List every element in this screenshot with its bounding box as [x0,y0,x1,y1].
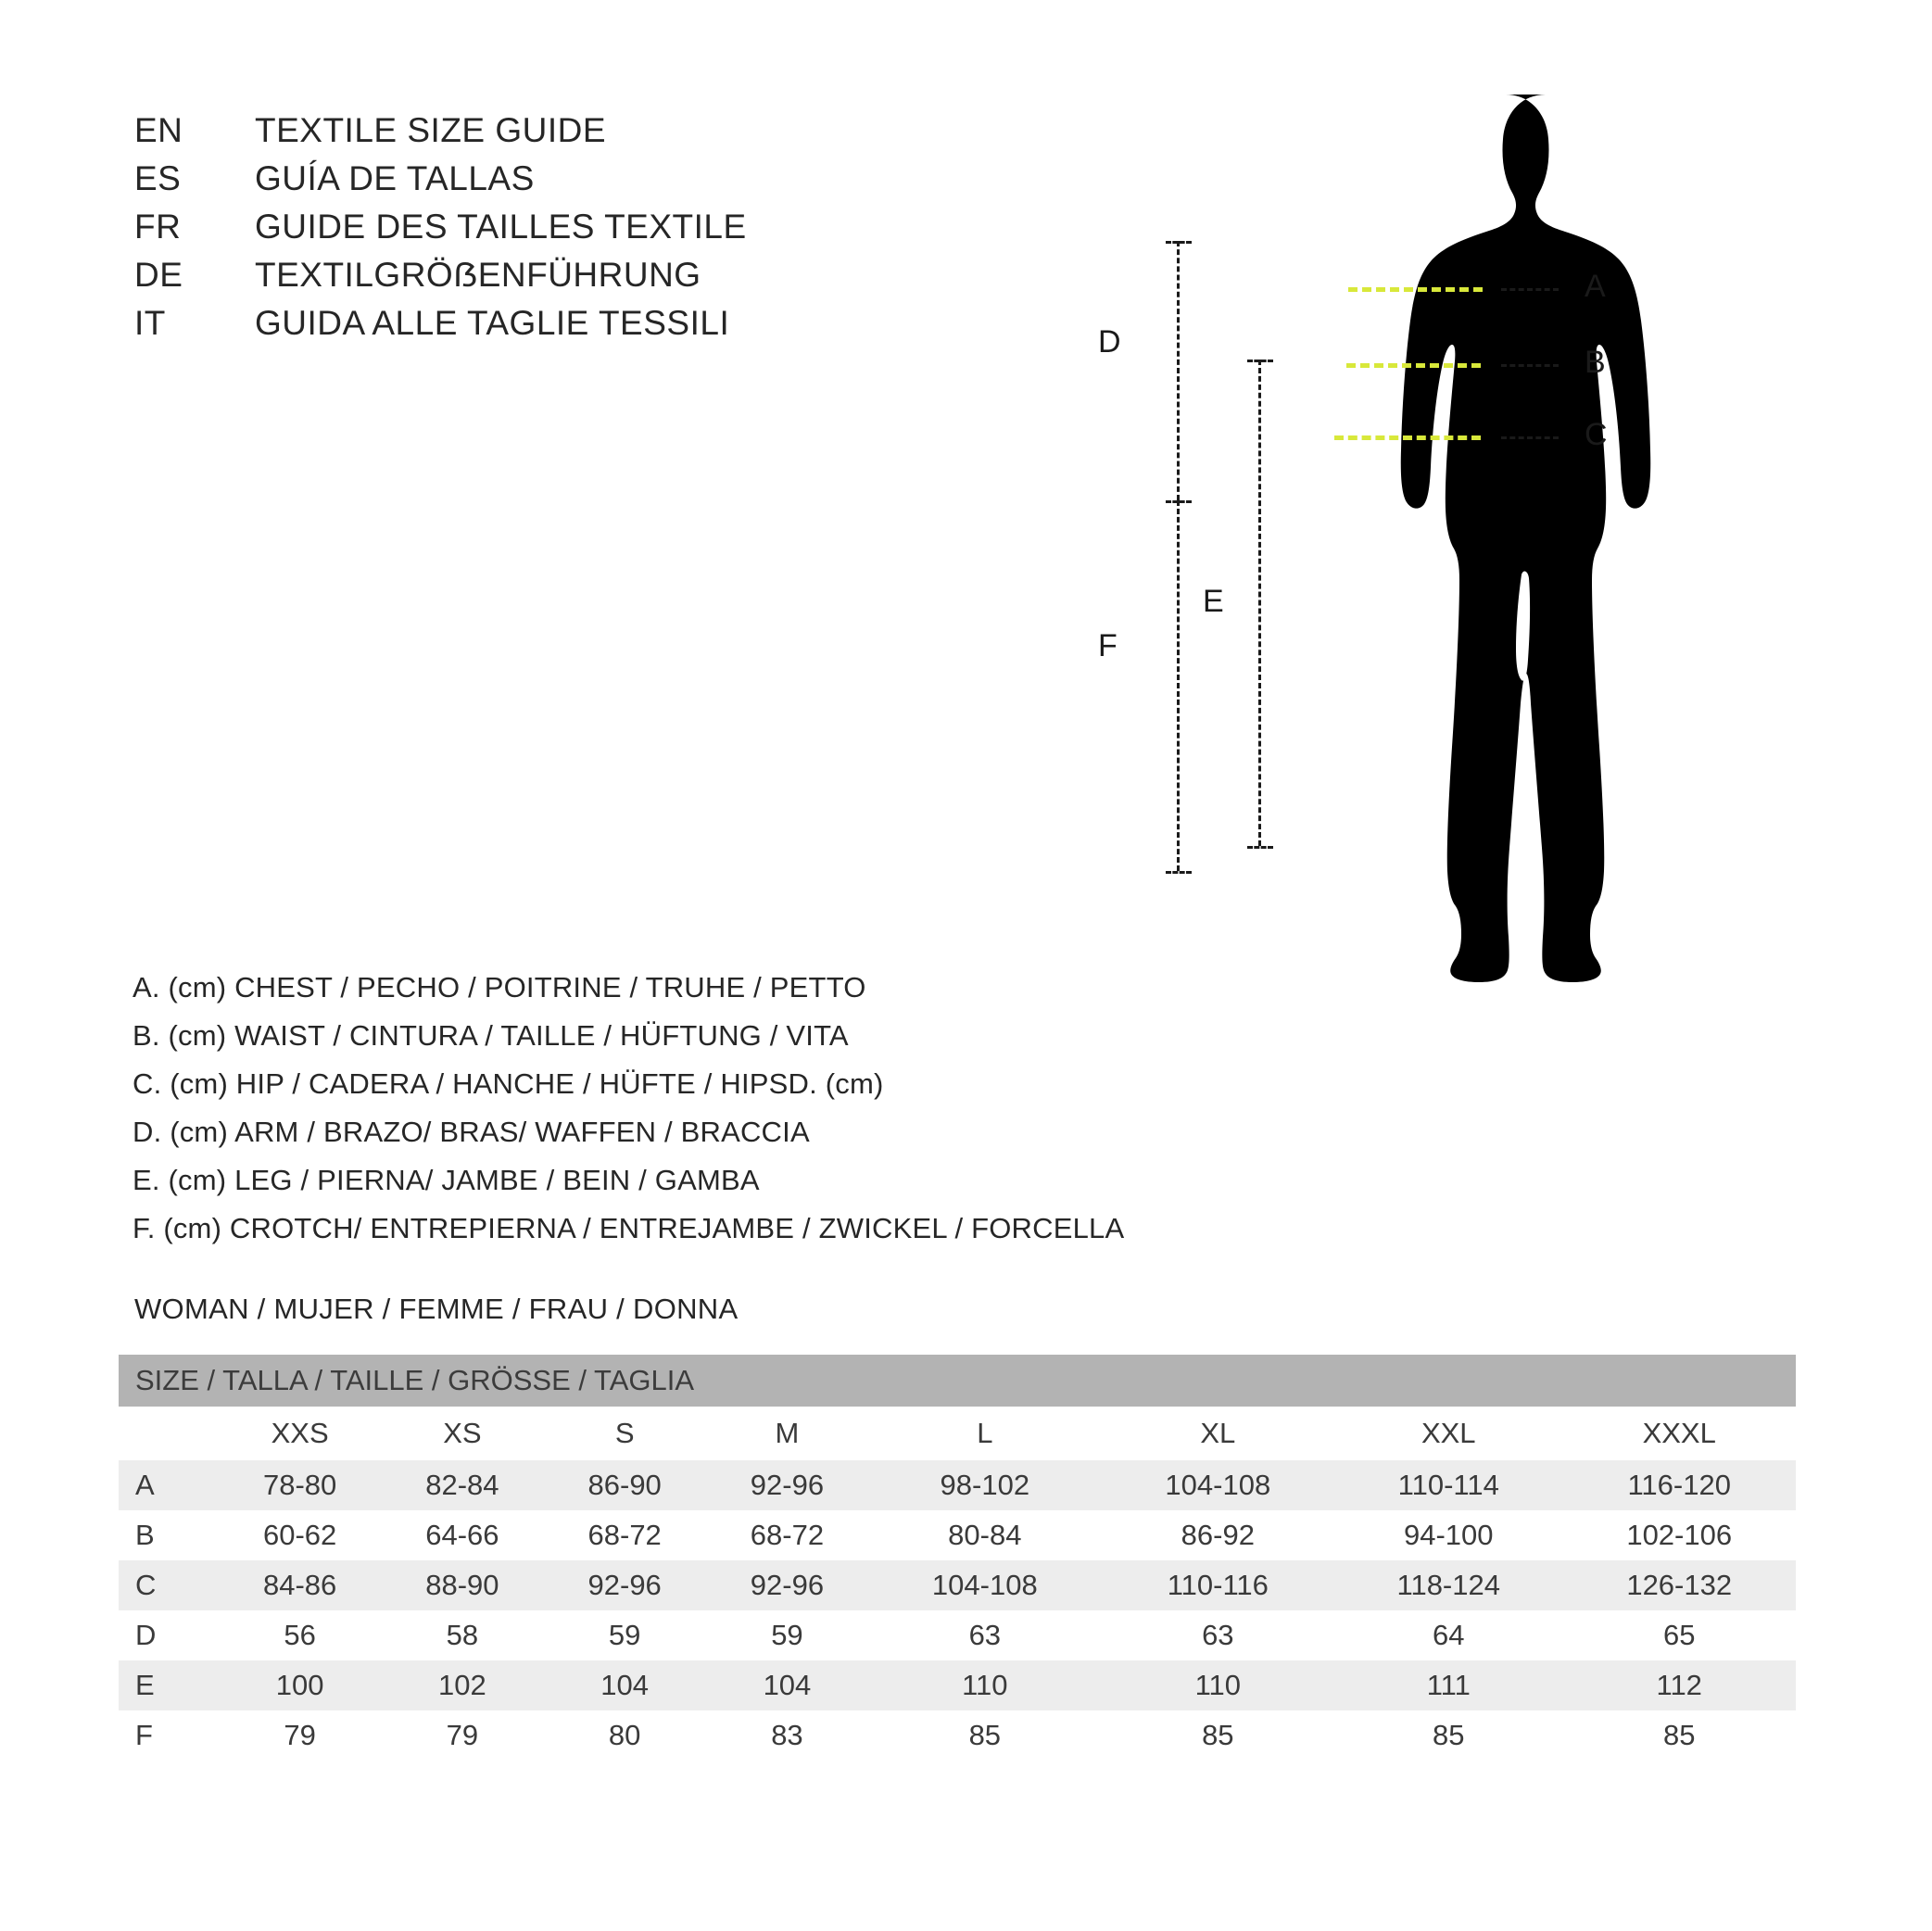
arm-bracket-line [1177,241,1180,500]
table-cell: 56 [219,1610,381,1660]
table-cell: 102-106 [1562,1510,1796,1560]
table-cell: 110 [1102,1660,1335,1710]
measurement-legend [133,964,1226,1253]
table-cell: 59 [706,1610,868,1660]
arm-bracket-top-cap [1166,241,1192,244]
table-cell: 94-100 [1334,1510,1562,1560]
table-row [119,1560,1796,1610]
table-cell: 126-132 [1562,1560,1796,1610]
table-cell: 78-80 [219,1460,381,1510]
table-cell: 80 [544,1710,706,1761]
waist-marker-label: B [1585,345,1606,380]
table-cell: 92-96 [544,1560,706,1610]
language-title: GUÍA DE TALLAS [255,159,535,197]
table-cell: 86-90 [544,1460,706,1510]
column-header-xl: XL [1102,1407,1335,1460]
table-cell: 110-116 [1102,1560,1335,1610]
table-cell: 63 [1102,1610,1335,1660]
table-cell: 59 [544,1610,706,1660]
woman-silhouette-icon [1353,83,1742,1195]
legend-item-b: B. (cm) WAIST / CINTURA / TAILLE / HÜFTUNG / VITA [133,1019,849,1052]
language-title: GUIDA ALLE TAGLIE TESSILI [255,304,730,342]
waist-measure-line [1346,363,1481,368]
column-header-l: L [868,1407,1102,1460]
table-cell: 58 [381,1610,543,1660]
table-cell: 92-96 [706,1560,868,1610]
crotch-marker-label: F [1098,628,1118,663]
table-cell: 104-108 [868,1560,1102,1610]
table-cell: 68-72 [544,1510,706,1560]
table-cell: 63 [868,1610,1102,1660]
legend-item-d: D. (cm) ARM / BRAZO/ BRAS/ WAFFEN / BRACCIA [133,1116,810,1148]
chest-marker-label: A [1585,269,1606,304]
table-cell: 110-114 [1334,1460,1562,1510]
table-cell: 64 [1334,1610,1562,1660]
table-cell: 79 [381,1710,543,1761]
row-label: B [119,1510,219,1560]
table-row [119,1660,1796,1710]
table-title-row [119,1355,1796,1407]
legend-item-f: F. (cm) CROTCH/ ENTREPIERNA / ENTREJAMBE / ZWICKEL / FORCELLA [133,1212,1125,1244]
table-row [119,1460,1796,1510]
leg-bracket-top-cap [1247,360,1273,362]
chest-leader-line [1501,288,1559,291]
row-label: F [119,1710,219,1761]
table-cell: 85 [1102,1710,1335,1761]
table-cell: 100 [219,1660,381,1710]
crotch-bracket-line [1177,500,1180,871]
row-label: A [119,1460,219,1510]
leg-bracket-line [1258,360,1261,846]
table-row [119,1510,1796,1560]
table-corner-cell [119,1407,219,1460]
legend-item-e: E. (cm) LEG / PIERNA/ JAMBE / BEIN / GAMBA [133,1164,760,1196]
table-cell: 85 [1334,1710,1562,1761]
language-code: FR [134,208,182,246]
legend-item-c: C. (cm) HIP / CADERA / HANCHE / HÜFTE / HIPSD. (cm) [133,1067,884,1100]
row-label: D [119,1610,219,1660]
column-header-m: M [706,1407,868,1460]
table-cell: 102 [381,1660,543,1710]
language-row-en [134,111,968,159]
column-header-xs: XS [381,1407,543,1460]
table-cell: 80-84 [868,1510,1102,1560]
table-title: SIZE / TALLA / TAILLE / GRÖSSE / TAGLIA [119,1355,1796,1407]
table-cell: 112 [1562,1660,1796,1710]
language-code: IT [134,304,166,342]
table-cell: 86-92 [1102,1510,1335,1560]
table-cell: 98-102 [868,1460,1102,1510]
language-title: GUIDE DES TAILLES TEXTILE [255,208,747,246]
table-cell: 111 [1334,1660,1562,1710]
row-label: C [119,1560,219,1610]
table-cell: 92-96 [706,1460,868,1510]
language-row-fr [134,208,968,256]
table-cell: 85 [868,1710,1102,1761]
waist-leader-line [1501,364,1559,367]
table-row [119,1710,1796,1761]
table-row [119,1610,1796,1660]
language-code: EN [134,111,183,149]
hip-measure-line [1334,435,1481,440]
column-header-xxl: XXL [1334,1407,1562,1460]
table-cell: 110 [868,1660,1102,1710]
table-cell: 88-90 [381,1560,543,1610]
language-title: TEXTILE SIZE GUIDE [255,111,607,149]
column-header-xxxl: XXXL [1562,1407,1796,1460]
table-cell: 68-72 [706,1510,868,1560]
table-cell: 65 [1562,1610,1796,1660]
language-code: ES [134,159,182,197]
table-cell: 104-108 [1102,1460,1335,1510]
table-cell: 83 [706,1710,868,1761]
language-row-de [134,256,968,304]
language-row-it [134,304,968,352]
table-cell: 118-124 [1334,1560,1562,1610]
table-cell: 82-84 [381,1460,543,1510]
crotch-bracket-bottom-cap [1166,871,1192,874]
table-cell: 60-62 [219,1510,381,1560]
legend-item-a: A. (cm) CHEST / PECHO / POITRINE / TRUHE / PETTO [133,971,866,1003]
row-label: E [119,1660,219,1710]
leg-bracket-bottom-cap [1247,846,1273,849]
table-cell: 84-86 [219,1560,381,1610]
table-cell: 104 [544,1660,706,1710]
column-header-s: S [544,1407,706,1460]
table-cell: 104 [706,1660,868,1710]
arm-marker-label: D [1098,324,1121,360]
table-cell: 116-120 [1562,1460,1796,1510]
leg-marker-label: E [1203,584,1224,619]
size-table [119,1355,1796,1761]
body-measurement-diagram [1098,65,1918,1205]
table-cell: 79 [219,1710,381,1761]
table-header-row [119,1407,1796,1460]
language-code: DE [134,256,183,294]
language-row-es [134,159,968,208]
chest-measure-line [1348,287,1483,292]
hip-leader-line [1501,436,1559,439]
table-cell: 64-66 [381,1510,543,1560]
column-header-xxs: XXS [219,1407,381,1460]
table-cell: 85 [1562,1710,1796,1761]
language-title: TEXTILGRÖẞENFÜHRUNG [255,256,701,294]
gender-caption: WOMAN / MUJER / FEMME / FRAU / DONNA [134,1293,739,1325]
language-title-list [134,111,968,352]
hip-marker-label: C [1585,417,1608,452]
